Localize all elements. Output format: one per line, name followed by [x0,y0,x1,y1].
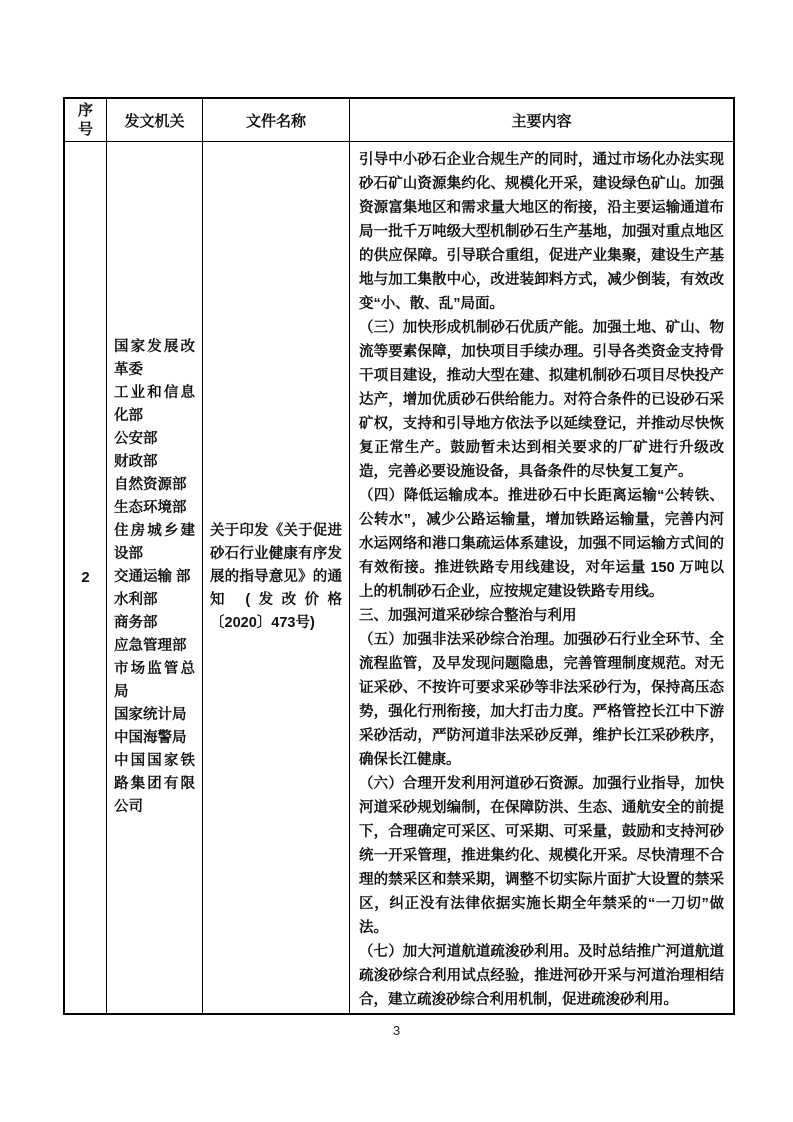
content-paragraph: 三、加强河道采砂综合整治与利用 [359,608,577,624]
header-cell-content [350,99,733,141]
agency-name: 中国海警局 [114,730,187,746]
content-paragraph: （三）加快形成机制砂石优质产能。加强土地、矿山、物流等要素保障，加快项目手续办理。引导各类资金支持骨干项目建设，推动大型在建、拟建机制砂石项目尽快投产达产，增加优质砂石供给能力。对符合条件的已设砂石采矿权，支持和引导地方依法予以延续登记，并推动尽快恢复正常生产。鼓励暂未达到相关要求的厂矿进行升级改造，完善必要设施设备，具备条件的尽快复工复产。 [359,320,724,480]
table-header-row [65,99,733,142]
agency-name: 自然资源部 [114,477,187,493]
header-label-doc-name: 文件名称 [245,112,306,130]
agency-name: 水利部 [114,592,158,608]
content-paragraph: 引导中小砂石企业合规生产的同时，通过市场化办法实现砂石矿山资源集约化、规模化开采，建设绿色矿山。加强资源富集地区和需求量大地区的衔接，沿主要运输通道布局一批千万吨级大型机制砂石生产基地，加强对重点地区的供应保障。引导联合重组，促进产业集聚，建设生产基地与加工集散中心，改进装卸料方式，减少倒装，有效改变“小、散、乱”局面。 [359,152,724,312]
agency-name: 国家发展改革委 [114,339,195,378]
agency-name: 生态环境部 [114,500,187,516]
header-label-content: 主要内容 [511,112,572,130]
content-paragraph: （五）加强非法采砂综合治理。加强砂石行业全环节、全流程监管，及早发现问题隐患，完善管理制度规范。对无证采砂、不按许可要求采砂等非法采砂行为，保持高压态势，强化行刑衔接，加大打击力度。严格管控长江中下游采砂活动，严防河道非法采砂反弹，维护长江采砂秩序，确保长江健康。 [359,632,724,768]
content-paragraph: （六）合理开发利用河道砂石资源。加强行业指导，加快河道采砂规划编制，在保障防洪、生态、通航安全的前提下，合理确定可采区、可采期、可采量，鼓励和支持河砂统一开采管理，推进集约化、规模化开采。尽快清理不合理的禁采区和禁采期，调整不切实际片面扩大设置的禁采区，纠正没有法律依据实施长期全年禁采的“一刀切”做法。 [359,776,724,936]
agency-name: 交通运输 部 [114,569,191,585]
content-paragraph: （四）降低运输成本。推进砂石中长距离运输“公转铁、公转水”，减少公路运输量，增加铁路运输量，完善内河水运网络和港口集疏运体系建设，加强不同运输方式间的有效衔接。推进铁路专用线建设，对年运量 150 万吨以上的机制砂石企业，应按规定建设铁路专用线。 [359,488,724,600]
agency-name: 应急管理部 [114,638,187,654]
agency-name: 中国国家铁路集团有限公司 [114,753,195,815]
header-cell-serial [65,99,107,141]
agency-name: 公安部 [114,431,158,447]
table-row [65,142,733,1013]
header-cell-doc-name [203,99,350,141]
document-name: 关于印发《关于促进砂石行业健康有序发展的指导意见》的通知 (发改价格〔2020〕473号) [210,523,342,631]
header-cell-agency [107,99,203,141]
serial-number: 2 [81,569,90,586]
agency-name: 住房城乡建设部 [114,523,195,562]
agency-name: 财政部 [114,454,158,470]
header-label-serial: 序号 [77,102,93,138]
content-paragraph [359,1012,724,1013]
issuing-agencies-cell [107,142,203,1013]
agency-name: 市场监管总局 [114,661,195,700]
main-content-cell [350,142,733,1013]
page-number: 3 [392,1023,401,1038]
content-paragraph: （七）加大河道航道疏浚砂利用。及时总结推广河道航道疏浚砂综合利用试点经验，推进河砂开采与河道治理相结合，建立疏浚砂综合利用机制，促进疏浚砂利用。 [359,944,724,1008]
agency-name: 工业和信息化部 [114,385,195,424]
header-label-agency: 发文机关 [124,112,185,130]
policy-documents-table [63,97,735,1015]
serial-number-cell [65,142,107,1013]
agency-name: 商务部 [114,615,158,631]
agency-name: 国家统计局 [114,707,187,723]
document-name-cell [203,142,350,1013]
